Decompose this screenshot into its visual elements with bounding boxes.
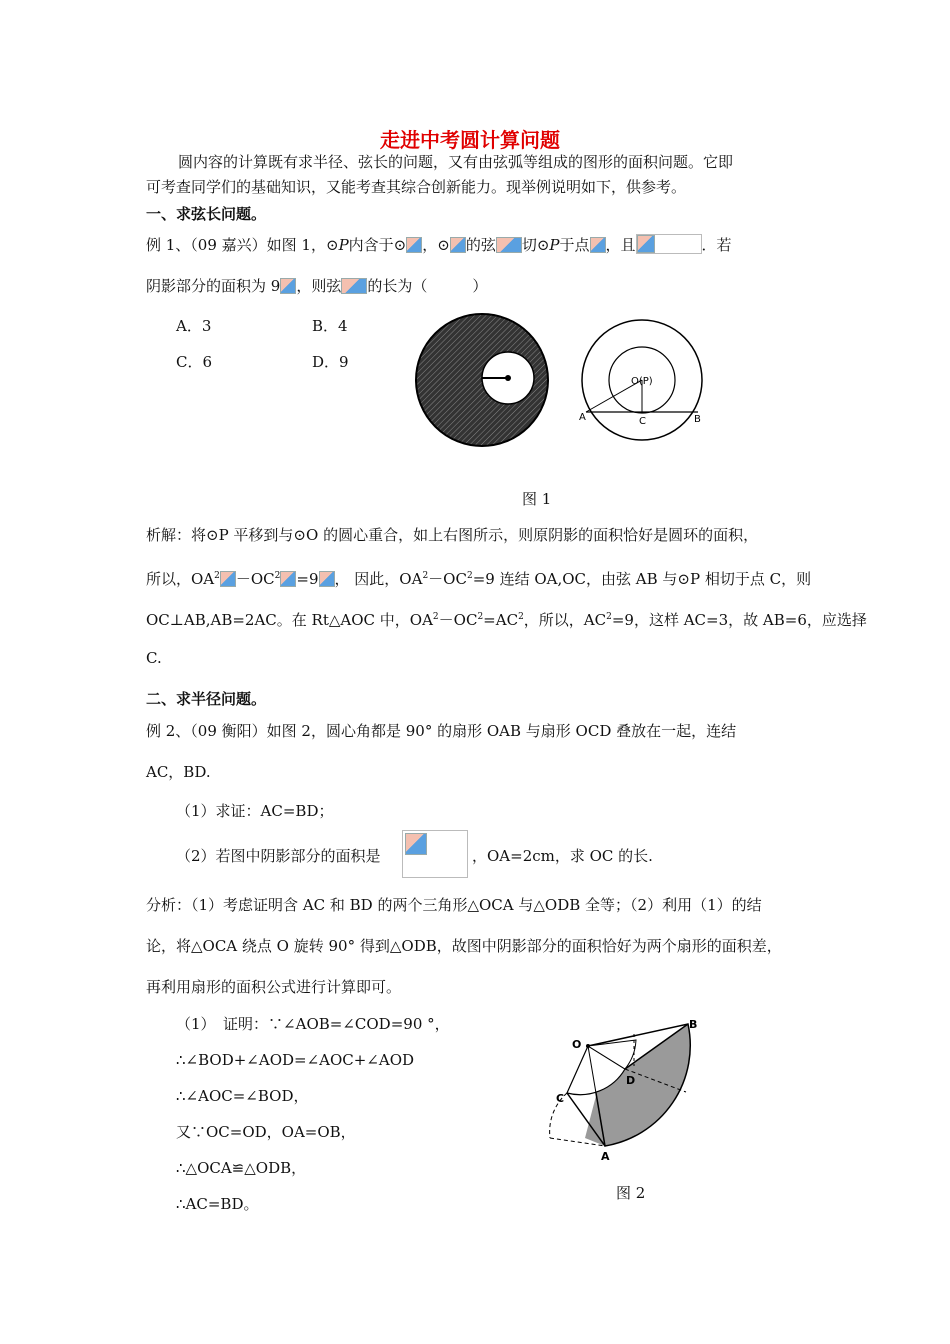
ex1-text: ，⊙	[422, 236, 450, 254]
formula-image-icon	[450, 237, 466, 253]
example-2-question-2: （2）若图中阴影部分的面积是	[176, 847, 381, 865]
analysis-line-2: 论，将△OCA 绕点 O 旋转 90° 得到△ODB，故图中阴影部分的面积恰好为两个扇形的面积差，	[146, 937, 782, 955]
formula-image-icon	[637, 235, 655, 253]
proof-line-3: ∴∠AOC=∠BOD，	[176, 1087, 309, 1105]
figure-1-caption: 图 1	[522, 490, 552, 508]
formula-image-icon	[405, 833, 427, 855]
formula-image-icon	[590, 237, 606, 253]
section-heading-2: 二、求半径问题。	[146, 690, 267, 708]
sol-text: =9	[296, 570, 319, 588]
sol-text: OA	[399, 570, 423, 588]
intro-line-2: 可考查同学们的基础知识，又能考查其综合创新能力。现举例说明如下，供参考。	[146, 178, 687, 196]
ex1-var-p: P	[549, 236, 560, 254]
sol-text: －OC	[428, 570, 467, 588]
example-2-question-1: （1）求证：AC=BD；	[176, 802, 334, 820]
figure-2-label-o: O	[572, 1038, 582, 1051]
formula-image-icon	[496, 237, 522, 253]
option-b: B．4	[312, 317, 348, 335]
formula-image-icon	[280, 571, 296, 587]
intro-line-1: 圆内容的计算既有求半径、弦长的问题，又有由弦弧等组成的图形的面积问题。它即	[178, 153, 734, 171]
ex1-text: 阴影部分的面积为 9	[146, 277, 281, 295]
figure-1-label-c: C	[639, 416, 646, 427]
example-2-question-2-tail: ，OA=2cm，求 OC 的长.	[472, 847, 653, 865]
proof-line-5: ∴△OCA≌△ODB，	[176, 1159, 307, 1177]
figure-2-sectors	[540, 1012, 710, 1172]
superscript: 2	[274, 571, 281, 581]
option-d: D．9	[312, 353, 349, 371]
figure-2-label-c: C	[556, 1092, 565, 1105]
proof-line-1: （1） 证明：∵∠AOB=∠COD=90 °，	[176, 1015, 450, 1033]
proof-line-2: ∴∠BOD+∠AOD=∠AOC+∠AOD	[176, 1051, 415, 1069]
sol-text: =9，这样 AC=3，故 AB=6，应选择	[611, 611, 867, 629]
solution-1-line-4: C.	[146, 649, 162, 667]
sol-text: OC⊥AB,AB=2AC。在 Rt△AOC 中，OA	[146, 611, 433, 629]
figure-1-concentric-circles	[578, 318, 718, 448]
solution-1-line-3	[146, 607, 867, 630]
ex1-text: 于点	[559, 236, 590, 254]
sol-text: 所以，OA	[146, 570, 215, 588]
example-2-line-2: AC，BD.	[146, 763, 211, 781]
formula-image-icon	[280, 278, 296, 294]
sol-text: －OC	[235, 570, 275, 588]
ex1-var-p: P	[338, 236, 349, 254]
figure-1-shaded-circle	[412, 310, 552, 450]
analysis-line-1: 分析：（1）考虑证明含 AC 和 BD 的两个三角形△OCA 与△ODB 全等；（2）利用（1）的结	[146, 896, 762, 914]
analysis-line-3: 再利用扇形的面积公式进行计算即可。	[146, 978, 402, 996]
superscript: 2	[477, 612, 484, 622]
example-1-line-1	[146, 234, 732, 255]
example-1-line-2	[146, 276, 487, 296]
formula-image-icon	[220, 571, 236, 587]
example-2-line-1: 例 2、（09 衡阳）如图 2，圆心角都是 90° 的扇形 OAB 与扇形 OCD 叠放在一起，连结	[146, 722, 737, 740]
sol-text: －OC	[438, 611, 478, 629]
proof-line-6: ∴AC=BD。	[176, 1195, 259, 1213]
formula-image-box	[402, 830, 468, 878]
figure-2-label-b: B	[689, 1018, 698, 1031]
superscript: 2	[422, 571, 429, 581]
ex1-text: 内含于⊙	[348, 236, 407, 254]
formula-image-icon	[406, 237, 422, 253]
sol-text: =9 连结 OA,OC，由弦 AB 与⊙P 相切于点 C，则	[472, 570, 812, 588]
superscript: 2	[432, 612, 439, 622]
figure-1-label-a: A	[579, 412, 586, 423]
figure-1-label-o: O(P)	[631, 376, 653, 387]
formula-image-box	[636, 234, 702, 254]
section-heading-1: 一、求弦长问题。	[146, 205, 267, 223]
page-title: 走进中考圆计算问题	[380, 128, 560, 152]
superscript: 2	[518, 612, 524, 622]
figure-1-label-b: B	[694, 414, 701, 425]
option-c: C．6	[176, 353, 213, 371]
ex1-text: 的弦	[465, 236, 496, 254]
superscript: 2	[606, 612, 612, 622]
ex1-text: ．若	[701, 236, 732, 254]
ex1-text: 切⊙	[521, 236, 550, 254]
solution-1-line-1: 析解：将⊙P 平移到与⊙O 的圆心重合，如上右图所示，则原阴影的面积恰好是圆环的面积，	[146, 526, 759, 544]
ex1-text: ，则弦	[296, 277, 342, 295]
sol-text: ， 因此，	[334, 570, 400, 588]
figure-2-label-a: A	[601, 1150, 610, 1163]
proof-line-4: 又∵OC=OD，OA=OB，	[176, 1123, 356, 1141]
formula-image-icon	[341, 278, 367, 294]
ex1-text: ，且	[605, 236, 636, 254]
ex1-text: 例 1、（09 嘉兴）如图 1，⊙	[146, 236, 339, 254]
sol-text: =AC	[483, 611, 519, 629]
formula-image-icon	[319, 571, 335, 587]
ex1-text: 的长为（ ）	[367, 277, 488, 295]
figure-2-caption: 图 2	[616, 1184, 646, 1202]
figure-2-label-d: D	[626, 1074, 636, 1087]
superscript: 2	[466, 571, 473, 581]
solution-1-line-2	[146, 566, 811, 589]
sol-text: ，所以，AC	[523, 611, 607, 629]
superscript: 2	[214, 571, 220, 581]
option-a: A．3	[176, 317, 212, 335]
